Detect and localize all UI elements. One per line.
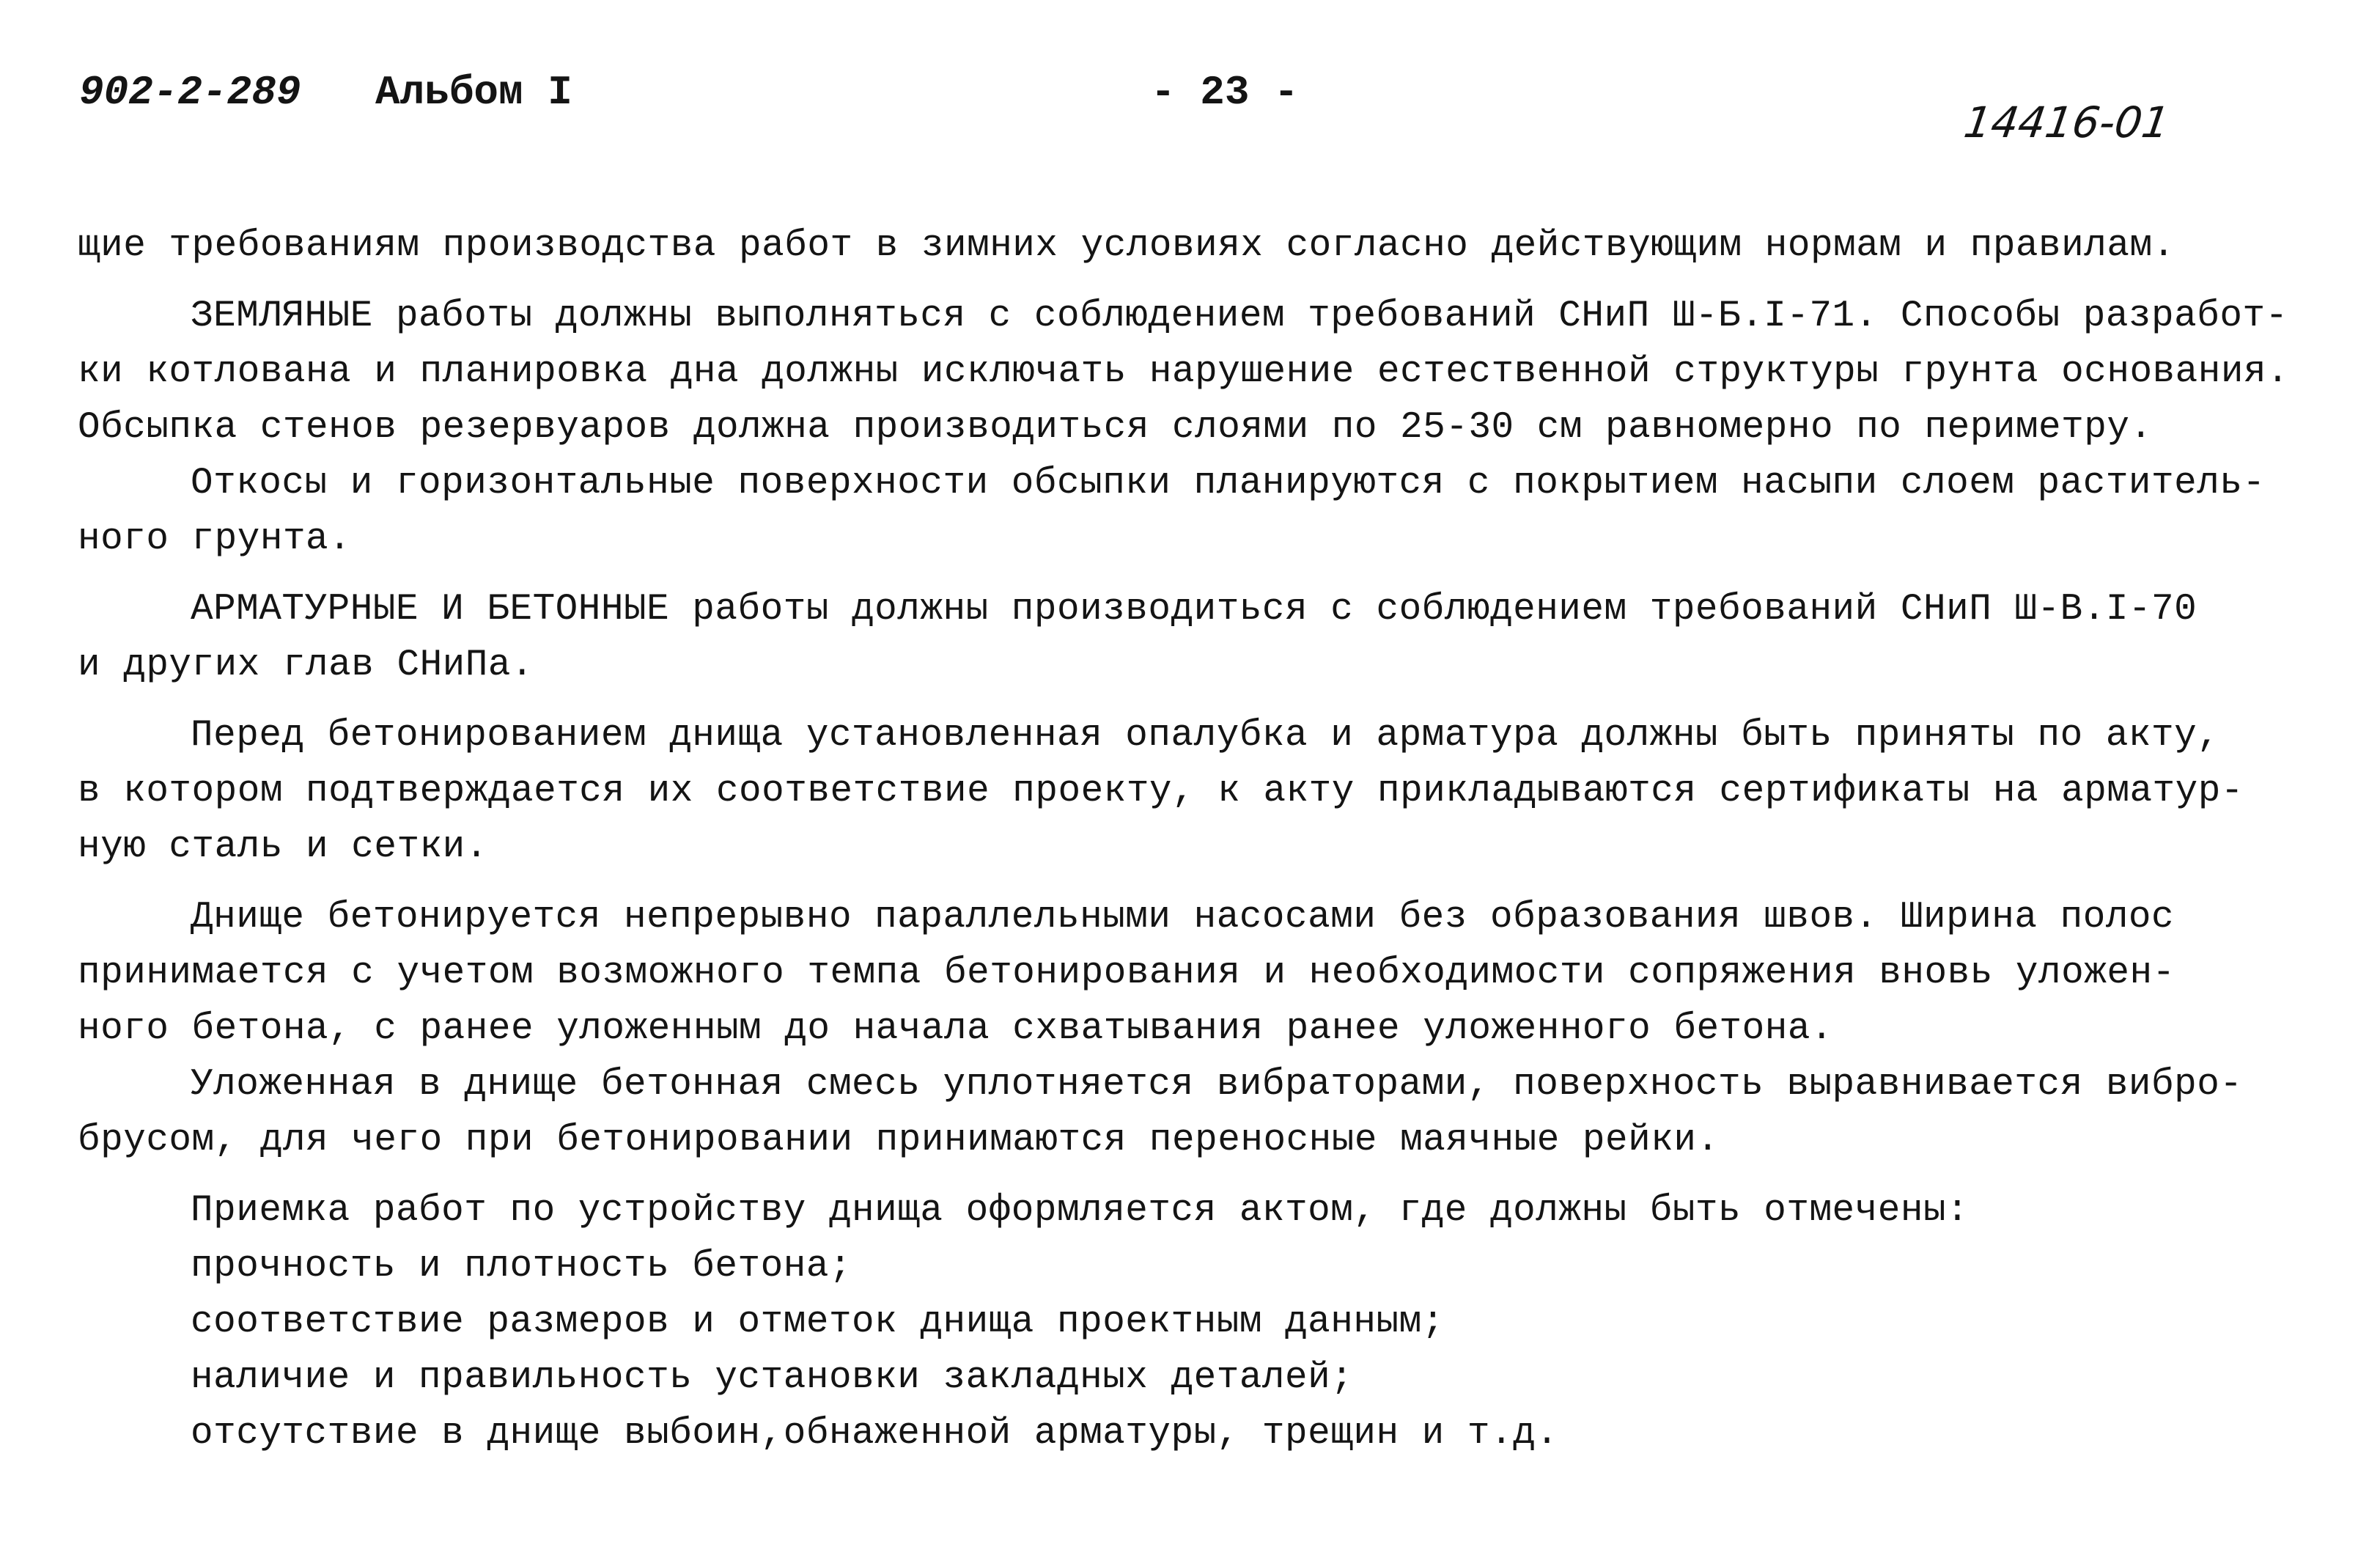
- text-line: ную сталь и сетки.: [78, 826, 488, 868]
- text-line: АРМАТУРНЫЕ И БЕТОННЫЕ работы должны производиться с соблюдением требований СНиП Ш-В.I-70: [191, 589, 2197, 631]
- text-line: и других глав СНиПа.: [78, 644, 534, 686]
- body-text: [78, 218, 2328, 1462]
- text-line: Перед бетонированием днища установленная опалубка и арматура должны быть приняты по акту,: [191, 715, 2220, 757]
- album-label: Альбом I: [375, 69, 572, 116]
- text-line: ЗЕМЛЯНЫЕ работы должны выполняться с соблюдением требований СНиП Ш-Б.I-71. Способы разработ-: [191, 295, 2288, 337]
- text-line: принимается с учетом возможного темпа бетонирования и необходимости сопряжения вновь уложен-: [78, 952, 2175, 994]
- list-item: наличие и правильность установки закладных деталей;: [191, 1357, 1354, 1399]
- text-line: Уложенная в днище бетонная смесь уплотняется вибраторами, поверхность выравнивается вибро-: [191, 1064, 2243, 1106]
- document-code: 902-2-289: [79, 69, 301, 116]
- text-line: ки котлована и планировка дна должны исключать нарушение естественной структуры грунта основания.: [78, 351, 2290, 393]
- text-line: ного грунта.: [78, 518, 352, 560]
- text-line: брусом, для чего при бетонировании принимаются переносные маячные рейки.: [78, 1120, 1720, 1161]
- list-item: соответствие размеров и отметок днища проектным данным;: [191, 1301, 1445, 1343]
- text-line: Днище бетонируется непрерывно параллельными насосами без образования швов. Ширина полос: [191, 897, 2175, 938]
- text-line: щие требованиям производства работ в зимних условиях согласно действующим нормам и правилам.: [78, 225, 2175, 267]
- text-line: Обсыпка стенов резервуаров должна производиться слоями по 25-30 см равномерно по периметру.: [78, 407, 2153, 449]
- handwritten-number: 14416-01: [1961, 98, 2173, 147]
- list-item: отсутствие в днище выбоин,обнаженной арматуры, трещин и т.д.: [191, 1413, 1559, 1455]
- text-line: ного бетона, с ранее уложенным до начала схватывания ранее уложенного бетона.: [78, 1008, 1834, 1050]
- list-item: прочность и плотность бетона;: [191, 1246, 852, 1287]
- text-line: Откосы и горизонтальные поверхности обсыпки планируются с покрытием насыпи слоем раститель-: [191, 463, 2266, 504]
- page-number: - 23 -: [1151, 69, 1299, 116]
- text-line: в котором подтверждается их соответствие проекту, к акту прикладываются сертификаты на арматур-: [78, 771, 2244, 812]
- text-line: Приемка работ по устройству днища оформляется актом, где должны быть отмечены:: [191, 1190, 1970, 1232]
